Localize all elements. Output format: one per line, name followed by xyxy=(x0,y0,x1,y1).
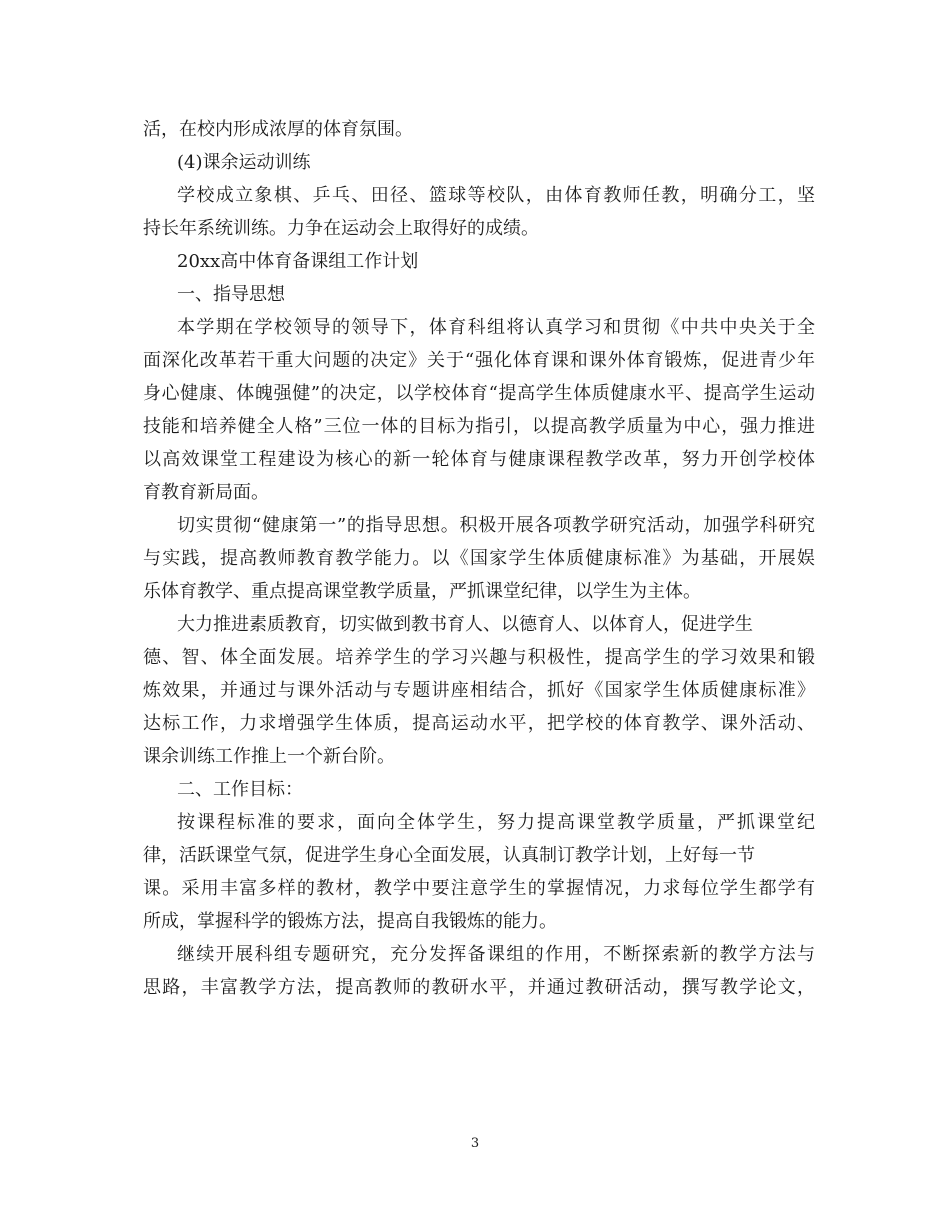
text-line: 本学期在学校领导的领导下，体育科组将认真学习和贯彻《中共中央关于全 xyxy=(177,317,815,338)
text-line: 学校成立象棋、乒乓、田径、篮球等校队，由体育教师任教，明确分工，坚 xyxy=(177,185,815,206)
text-line: 切实贯彻“健康第一”的指导思想。积极开展各项教学研究活动，加强学科研究 xyxy=(177,515,815,536)
text-line: 炼效果，并通过与课外活动与专题讲座相结合，抓好《国家学生体质健康标准》 xyxy=(143,680,815,701)
text-line: 达标工作，力求增强学生体质，提高运动水平，把学校的体育教学、课外活动、 xyxy=(143,713,815,734)
text-line: 思路，丰富教学方法，提高教师的教研水平，并通过教研活动，撰写教学论文， xyxy=(143,977,815,998)
text-line: 律，活跃课堂气氛，促进学生身心全面发展，认真制订教学计划，上好每一节 xyxy=(143,845,755,866)
text-line: 乐体育教学、重点提高课堂教学质量，严抓课堂纪律，以学生为主体。 xyxy=(143,581,701,602)
text-line: 课余训练工作推上一个新台阶。 xyxy=(143,746,395,767)
text-line: (4)课余运动训练 xyxy=(177,152,311,173)
text-line: 德、智、体全面发展。培养学生的学习兴趣与积极性，提高学生的学习效果和锻 xyxy=(143,647,815,668)
text-line: 身心健康、体魄强健”的决定，以学校体育“提高学生体质健康水平、提高学生运动 xyxy=(143,383,815,404)
text-line: 20xx高中体育备课组工作计划 xyxy=(177,251,419,272)
text-line: 技能和培养健全人格”三位一体的目标为指引，以提高教学质量为中心，强力推进 xyxy=(143,416,815,437)
text-line: 面深化改革若干重大问题的决定》关于“强化体育课和课外体育锻炼，促进青少年 xyxy=(143,350,815,371)
page-number: 3 xyxy=(470,1136,480,1151)
text-line: 以高效课堂工程建设为核心的新一轮体育与健康课程教学改革，努力开创学校体 xyxy=(143,449,815,470)
text-line: 继续开展科组专题研究，充分发挥备课组的作用，不断探索新的教学方法与 xyxy=(177,944,815,965)
text-line: 持长年系统训练。力争在运动会上取得好的成绩。 xyxy=(143,218,539,239)
text-line: 与实践，提高教师教育教学能力。以《国家学生体质健康标准》为基础，开展娱 xyxy=(143,548,815,569)
text-line: 二、工作目标： xyxy=(177,779,303,800)
document-body xyxy=(143,113,815,1004)
text-line: 大力推进素质教育，切实做到教书育人、以德育人、以体育人，促进学生 xyxy=(177,614,753,635)
text-line: 课。采用丰富多样的教材，教学中要注意学生的掌握情况，力求每位学生都学有 xyxy=(143,878,815,899)
text-line: 育教育新局面。 xyxy=(143,482,269,503)
text-line: 活，在校内形成浓厚的体育氛围。 xyxy=(143,119,413,140)
text-line: 所成，掌握科学的锻炼方法，提高自我锻炼的能力。 xyxy=(143,911,557,932)
text-line: 一、指导思想 xyxy=(177,284,285,305)
text-line: 按课程标准的要求，面向全体学生，努力提高课堂教学质量，严抓课堂纪 xyxy=(177,812,815,833)
